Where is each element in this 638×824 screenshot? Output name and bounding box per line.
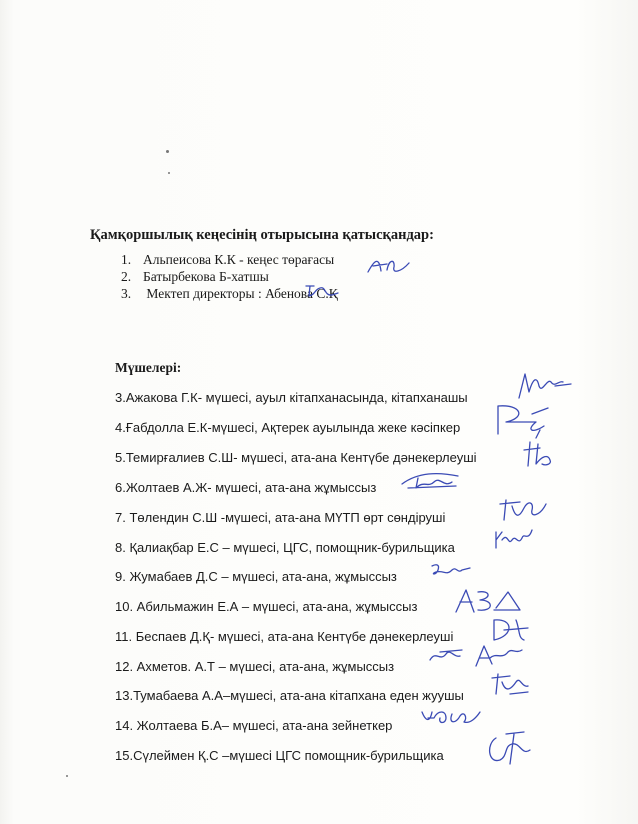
signature-2 <box>302 280 342 300</box>
member-line: 12. Ахметов. А.Т – мүшесі, ата-ана, жұмыссыз <box>115 659 395 674</box>
member-line: 3.Ажакова Г.К- мүшесі, ауыл кітапханасында, кітапханашы <box>115 390 468 405</box>
signature-4 <box>492 400 554 440</box>
member-line: 9. Жумабаев Д.С – мүшесі, ата-ана, жұмыссыз <box>115 569 397 584</box>
member-line: 10. Абильмажин Е.А – мүшесі, ата-ана, жұмыссыз <box>115 599 418 614</box>
signature-10 <box>450 584 526 618</box>
member-line: 13.Тумабаева А.А–мүшесі, ата-ана кітапхана еден жуушы <box>115 688 464 703</box>
scan-speck <box>66 775 68 777</box>
signature-12 <box>426 640 526 670</box>
board-item: 1. Альпеисова К.К - кеңес төрағасы <box>121 252 335 267</box>
member-line: 11. Беспаев Д.Қ- мүшесі, ата-ана Кентүбе дәнекерлеуші <box>115 629 454 644</box>
document-title: Қамқоршылық кеңесінің отырысына қатысқандар: <box>90 227 434 243</box>
board-item: 3. Мектеп директоры : Абенова С.Қ <box>121 286 338 301</box>
member-line: 6.Жолтаев А.Ж- мүшесі, ата-ана жұмыссыз <box>115 480 377 495</box>
member-line: 4.Ғабдолла Е.К-мүшесі, Ақтерек ауылында жеке кәсіпкер <box>115 420 461 435</box>
member-line: 15.Сүлеймен Қ.С –мүшесі ЦГС помощник-бурильщика <box>115 748 444 763</box>
board-item: 2. Батырбекова Б-хатшы <box>121 269 269 284</box>
signature-9 <box>428 560 472 582</box>
member-line: 8. Қалиақбар Е.С – мүшесі, ЦГС, помощник-бурильщика <box>115 540 455 555</box>
signature-15 <box>484 730 536 770</box>
signature-1 <box>365 255 415 277</box>
signature-5 <box>520 438 556 470</box>
members-heading: Мүшелері: <box>115 360 182 375</box>
signature-3 <box>515 368 575 402</box>
member-line: 14. Жолтаева Б.А– мүшесі, ата-ана зейнеткер <box>115 718 393 733</box>
member-line: 5.Темирғалиев С.Ш- мүшесі, ата-ана Кентүбе дәнекерлеуші <box>115 450 477 465</box>
scan-speck <box>166 150 169 153</box>
signature-14 <box>418 704 484 730</box>
signature-13 <box>490 670 532 698</box>
member-line: 7. Төлендин С.Ш -мүшесі, ата-ана МҮТП өрт сөндіруші <box>115 510 446 525</box>
signature-7 <box>498 496 550 524</box>
signature-6 <box>398 470 468 492</box>
scan-speck <box>168 172 170 174</box>
signature-8 <box>492 526 534 552</box>
